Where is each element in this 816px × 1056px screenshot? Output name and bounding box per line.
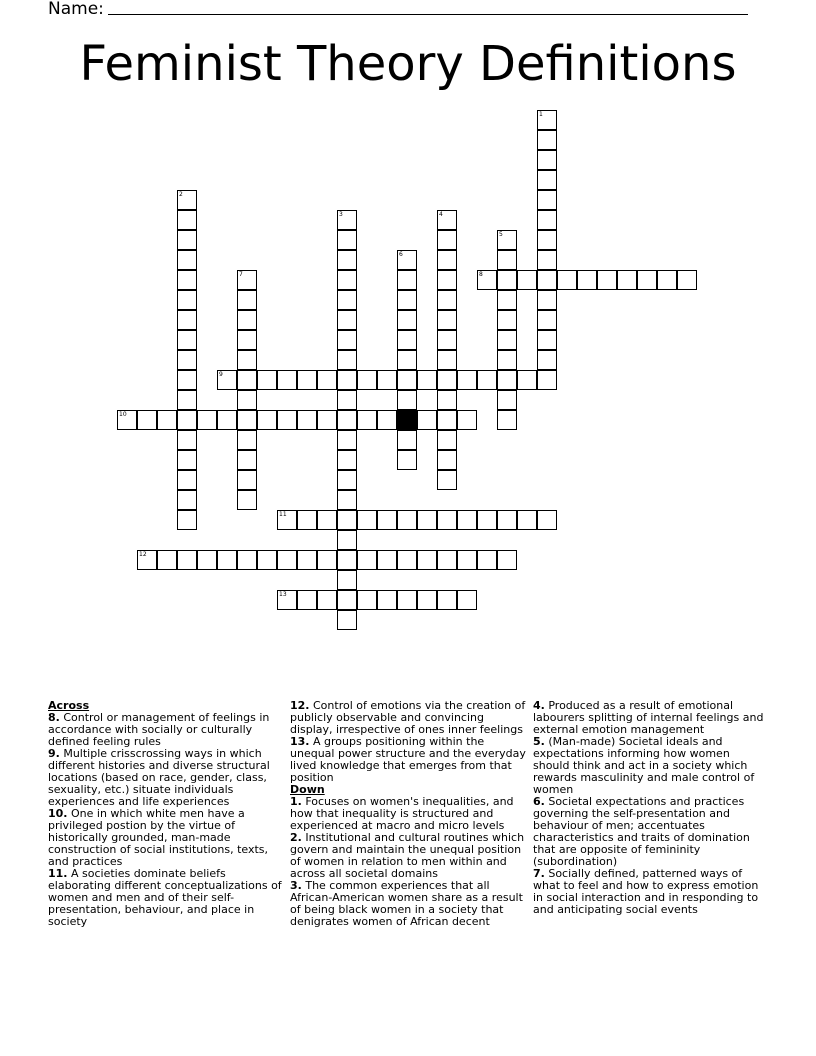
clue-down-7: 7. Socially defined, patterned ways of what to feel and how to express emotion in social interaction and in responding to and anticipating social events (533, 867, 759, 916)
crossword-cell[interactable] (237, 310, 257, 330)
crossword-cell[interactable] (297, 510, 317, 530)
crossword-cell[interactable] (157, 550, 177, 570)
crossword-cell[interactable] (337, 330, 357, 350)
crossword-cell[interactable] (397, 270, 417, 290)
crossword-cell[interactable] (477, 510, 497, 530)
crossword-cell[interactable] (437, 410, 457, 430)
crossword-cell[interactable] (397, 550, 417, 570)
crossword-cell[interactable] (537, 290, 557, 310)
crossword-cell[interactable] (437, 310, 457, 330)
clue-number: 10 (119, 411, 127, 418)
crossword-cell[interactable] (277, 510, 297, 530)
black-cell (397, 410, 417, 430)
crossword-cell[interactable] (397, 370, 417, 390)
crossword-cell[interactable] (337, 430, 357, 450)
crossword-cell[interactable] (377, 370, 397, 390)
crossword-cell[interactable] (177, 250, 197, 270)
crossword-cell[interactable] (437, 230, 457, 250)
clue-down-3: 3. The common experiences that all African-American women share as a result of being black women in a society that denigrates women of African decent (290, 879, 523, 928)
crossword-cell[interactable] (337, 250, 357, 270)
crossword-cell[interactable] (217, 550, 237, 570)
crossword-cell[interactable] (417, 590, 437, 610)
clue-number: 11 (279, 511, 287, 518)
name-label: Name: (48, 0, 104, 19)
crossword-cell[interactable] (177, 550, 197, 570)
crossword-cell[interactable] (537, 170, 557, 190)
crossword-cell[interactable] (437, 470, 457, 490)
crossword-cell[interactable] (297, 590, 317, 610)
crossword-cell[interactable] (177, 410, 197, 430)
crossword-cell[interactable] (337, 350, 357, 370)
clue-across-8: 8. Control or management of feelings in accordance with socially or culturally defined feeling rules (48, 711, 270, 748)
crossword-cell[interactable] (477, 270, 497, 290)
crossword-cell[interactable] (357, 410, 377, 430)
crossword-cell[interactable] (457, 370, 477, 390)
crossword-cell[interactable] (397, 250, 417, 270)
clue-column-1 (48, 700, 284, 928)
crossword-cell[interactable] (377, 590, 397, 610)
crossword-cell[interactable] (257, 550, 277, 570)
crossword-cell[interactable] (537, 210, 557, 230)
crossword-cell[interactable] (237, 550, 257, 570)
crossword-cell[interactable] (537, 270, 557, 290)
crossword-cell[interactable] (517, 510, 537, 530)
crossword-cell[interactable] (217, 370, 237, 390)
crossword-cell[interactable] (357, 590, 377, 610)
crossword-cell[interactable] (657, 270, 677, 290)
crossword-cell[interactable] (437, 450, 457, 470)
crossword-cell[interactable] (537, 130, 557, 150)
down-heading: Down (290, 783, 325, 796)
crossword-cell[interactable] (377, 510, 397, 530)
crossword-cell[interactable] (397, 590, 417, 610)
crossword-cell[interactable] (537, 150, 557, 170)
crossword-cell[interactable] (337, 450, 357, 470)
crossword-cell[interactable] (577, 270, 597, 290)
clue-column-3 (533, 700, 769, 916)
crossword-cell[interactable] (177, 490, 197, 510)
clue-down-1: 1. Focuses on women's inequalities, and how that inequality is structured and experienced at macro and micro levels (290, 795, 514, 832)
crossword-cell[interactable] (177, 270, 197, 290)
clue-down-5: 5. (Man-made) Societal ideals and expectations informing how women should think and act in a society which rewards masculinity and male control of women (533, 735, 755, 796)
crossword-cell[interactable] (437, 430, 457, 450)
crossword-cell[interactable] (337, 550, 357, 570)
crossword-cell[interactable] (177, 230, 197, 250)
crossword-cell[interactable] (177, 330, 197, 350)
crossword-cell[interactable] (437, 270, 457, 290)
crossword-cell[interactable] (417, 410, 437, 430)
crossword-cell[interactable] (437, 390, 457, 410)
crossword-cell[interactable] (397, 330, 417, 350)
crossword-cell[interactable] (437, 210, 457, 230)
page-title: Feminist Theory Definitions (79, 36, 737, 92)
crossword-cell[interactable] (337, 370, 357, 390)
crossword-cell[interactable] (237, 450, 257, 470)
crossword-cell[interactable] (177, 370, 197, 390)
crossword-cell[interactable] (337, 210, 357, 230)
clue-across-12: 12. Control of emotions via the creation of publicly observable and convincing display, irrespective of ones inner feelings (290, 699, 526, 736)
crossword-cell[interactable] (457, 550, 477, 570)
crossword-cell[interactable] (337, 290, 357, 310)
crossword-cell[interactable] (317, 370, 337, 390)
crossword-cell[interactable] (477, 550, 497, 570)
crossword-cell[interactable] (237, 350, 257, 370)
crossword-cell[interactable] (137, 410, 157, 430)
clue-across-9: 9. Multiple crisscrossing ways in which different histories and diverse structural locations (based on race, gender, class, sexuality, etc.) situate individuals experiences and life experiences (48, 747, 270, 808)
crossword-cell[interactable] (177, 350, 197, 370)
crossword-cell[interactable] (337, 530, 357, 550)
crossword-cell[interactable] (497, 410, 517, 430)
crossword-cell[interactable] (497, 330, 517, 350)
crossword-cell[interactable] (537, 370, 557, 390)
crossword-cell[interactable] (417, 510, 437, 530)
clue-number: 12 (139, 551, 147, 558)
crossword-cell[interactable] (397, 310, 417, 330)
clue-across-13: 13. A groups positioning within the unequal power structure and the everyday lived knowledge that emerges from that position (290, 735, 526, 784)
crossword-cell[interactable] (217, 410, 237, 430)
clue-number: 1 (539, 111, 543, 118)
crossword-cell[interactable] (397, 450, 417, 470)
crossword-cell[interactable] (177, 450, 197, 470)
crossword-cell[interactable] (457, 510, 477, 530)
crossword-cell[interactable] (317, 510, 337, 530)
crossword-cell[interactable] (497, 230, 517, 250)
crossword-cell[interactable] (237, 430, 257, 450)
crossword-cell[interactable] (537, 110, 557, 130)
clue-across-10: 10. One in which white men have a privileged postion by the virtue of historically grounded, man-made construction of social institutions, texts, and practices (48, 807, 269, 868)
crossword-cell[interactable] (397, 390, 417, 410)
crossword-cell[interactable] (337, 610, 357, 630)
crossword-cell[interactable] (337, 310, 357, 330)
crossword-cell[interactable] (337, 410, 357, 430)
crossword-cell[interactable] (437, 250, 457, 270)
crossword-cell[interactable] (177, 510, 197, 530)
crossword-cell[interactable] (177, 210, 197, 230)
crossword-cell[interactable] (297, 410, 317, 430)
crossword-cell[interactable] (337, 470, 357, 490)
crossword-cell[interactable] (537, 510, 557, 530)
crossword-cell[interactable] (337, 270, 357, 290)
crossword-cell[interactable] (357, 370, 377, 390)
crossword-cell[interactable] (397, 430, 417, 450)
across-heading: Across (48, 699, 90, 712)
clue-number: 7 (239, 271, 243, 278)
crossword-cell[interactable] (237, 370, 257, 390)
crossword-cell[interactable] (437, 330, 457, 350)
crossword-cell[interactable] (497, 270, 517, 290)
crossword-cell[interactable] (497, 250, 517, 270)
crossword-cell[interactable] (237, 410, 257, 430)
crossword-cell[interactable] (437, 550, 457, 570)
clue-number: 9 (219, 371, 223, 378)
clue-number: 3 (339, 211, 343, 218)
crossword-cell[interactable] (197, 410, 217, 430)
crossword-cell[interactable] (537, 350, 557, 370)
crossword-cell[interactable] (537, 330, 557, 350)
crossword-cell[interactable] (557, 270, 577, 290)
crossword-cell[interactable] (177, 310, 197, 330)
crossword-cell[interactable] (537, 310, 557, 330)
crossword-cell[interactable] (497, 310, 517, 330)
clue-down-2: 2. Institutional and cultural routines which govern and maintain the unequal position of women in relation to men within and across all societal domains (290, 831, 525, 880)
crossword-cell[interactable] (377, 550, 397, 570)
crossword-cell[interactable] (177, 390, 197, 410)
crossword-cell[interactable] (397, 350, 417, 370)
crossword-cell[interactable] (437, 370, 457, 390)
crossword-cell[interactable] (117, 410, 137, 430)
crossword-cell[interactable] (277, 370, 297, 390)
clue-down-6: 6. Societal expectations and practices governing the self-presentation and behaviour of men; accentuates characteristics and traits of domination that are opposite of femininity (subordination) (533, 795, 750, 868)
crossword-cell[interactable] (517, 370, 537, 390)
crossword-cell[interactable] (477, 370, 497, 390)
crossword-cell[interactable] (177, 470, 197, 490)
crossword-cell[interactable] (417, 370, 437, 390)
crossword-cell[interactable] (337, 390, 357, 410)
crossword-cell[interactable] (397, 290, 417, 310)
crossword-cell[interactable] (277, 410, 297, 430)
crossword-cell[interactable] (177, 190, 197, 210)
crossword-cell[interactable] (297, 370, 317, 390)
crossword-cell[interactable] (157, 410, 177, 430)
crossword-cell[interactable] (497, 510, 517, 530)
clue-number: 4 (439, 211, 443, 218)
crossword-cell[interactable] (277, 590, 297, 610)
crossword-cell[interactable] (237, 470, 257, 490)
crossword-cell[interactable] (177, 430, 197, 450)
crossword-cell[interactable] (337, 590, 357, 610)
crossword-cell[interactable] (337, 510, 357, 530)
crossword-cell[interactable] (497, 290, 517, 310)
crossword-cell[interactable] (237, 270, 257, 290)
crossword-cell[interactable] (597, 270, 617, 290)
clue-across-11: 11. A societies dominate beliefs elaborating different conceptualizations of women and men and of their self-presentation, behaviour, and place in society (48, 867, 282, 928)
clue-number: 8 (479, 271, 483, 278)
crossword-cell[interactable] (317, 550, 337, 570)
crossword-cell[interactable] (237, 330, 257, 350)
crossword-cell[interactable] (617, 270, 637, 290)
clue-number: 6 (399, 251, 403, 258)
crossword-cell[interactable] (257, 410, 277, 430)
clue-number: 13 (279, 591, 287, 598)
crossword-cell[interactable] (377, 410, 397, 430)
crossword-cell[interactable] (637, 270, 657, 290)
crossword-cell[interactable] (437, 290, 457, 310)
crossword-cell[interactable] (457, 590, 477, 610)
clue-column-2 (290, 700, 526, 928)
crossword-cell[interactable] (237, 290, 257, 310)
crossword-cell[interactable] (437, 350, 457, 370)
crossword-cell[interactable] (337, 230, 357, 250)
crossword-cell[interactable] (137, 550, 157, 570)
crossword-cell[interactable] (317, 410, 337, 430)
crossword-cell[interactable] (357, 550, 377, 570)
crossword-cell[interactable] (437, 510, 457, 530)
crossword-cell[interactable] (537, 230, 557, 250)
clue-number: 5 (499, 231, 503, 238)
crossword-cell[interactable] (497, 390, 517, 410)
crossword-cell[interactable] (437, 590, 457, 610)
crossword-cell[interactable] (517, 270, 537, 290)
clue-number: 2 (179, 191, 183, 198)
crossword-cell[interactable] (337, 490, 357, 510)
crossword-cell[interactable] (357, 510, 377, 530)
clue-down-4: 4. Produced as a result of emotional labourers splitting of internal feelings and external emotion management (533, 699, 764, 736)
crossword-cell[interactable] (257, 370, 277, 390)
crossword-cell[interactable] (237, 490, 257, 510)
crossword-cell[interactable] (317, 590, 337, 610)
crossword-cell[interactable] (297, 550, 317, 570)
crossword-cell[interactable] (497, 550, 517, 570)
crossword-cell[interactable] (537, 250, 557, 270)
crossword-cell[interactable] (537, 190, 557, 210)
crossword-cell[interactable] (497, 350, 517, 370)
crossword-cell[interactable] (417, 550, 437, 570)
crossword-cell[interactable] (497, 370, 517, 390)
crossword-cell[interactable] (177, 290, 197, 310)
crossword-cell[interactable] (397, 510, 417, 530)
crossword-cell[interactable] (337, 570, 357, 590)
crossword-cell[interactable] (457, 410, 477, 430)
crossword-cell[interactable] (237, 390, 257, 410)
crossword-cell[interactable] (197, 550, 217, 570)
crossword-cell[interactable] (277, 550, 297, 570)
crossword-cell[interactable] (677, 270, 697, 290)
